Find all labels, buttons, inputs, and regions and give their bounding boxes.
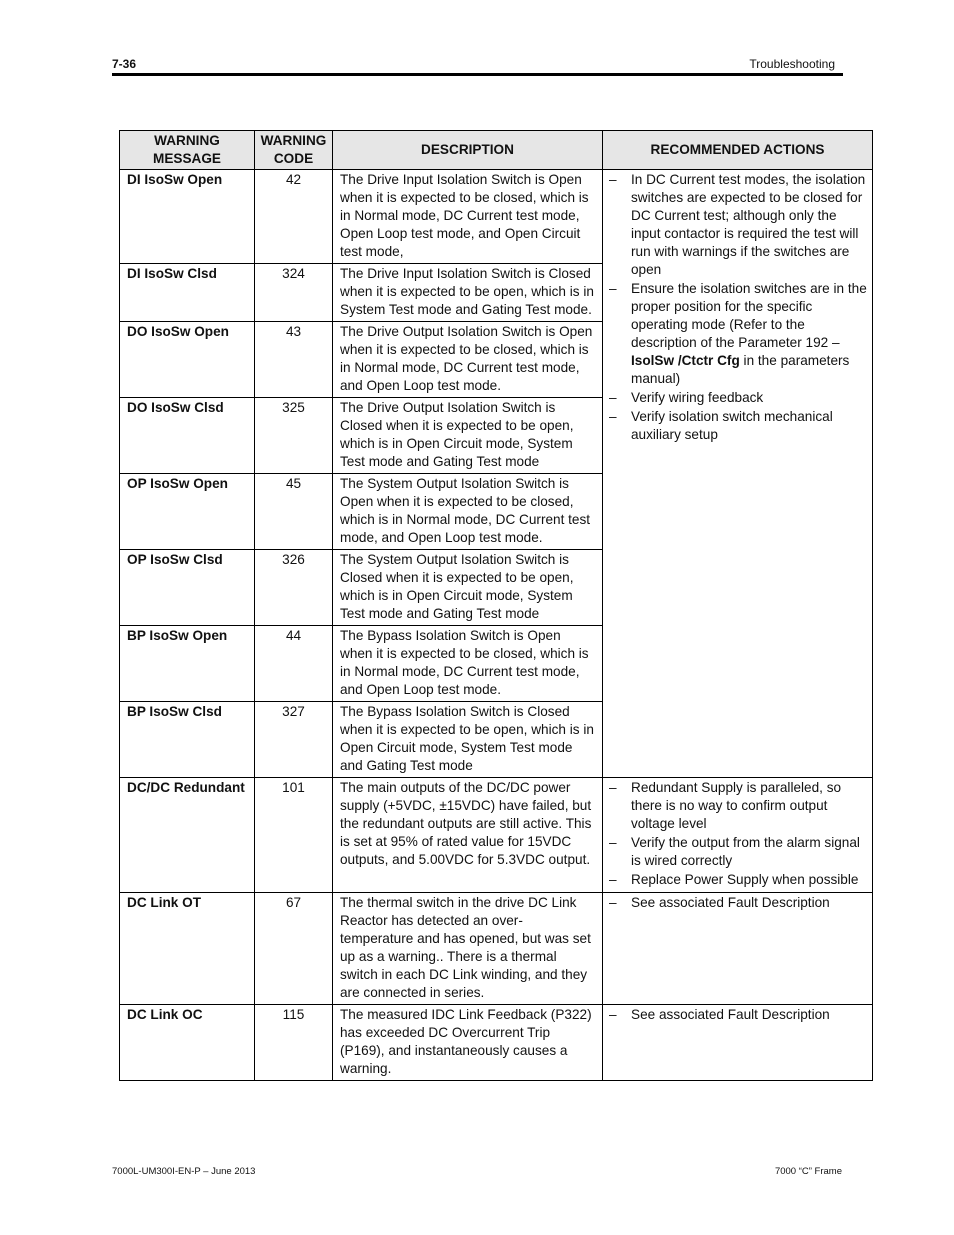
warning-code: 67 [255, 893, 333, 1005]
warning-message: BP IsoSw Open [120, 626, 255, 702]
warning-description: The System Output Isolation Switch is Closed when it is expected to be open, which is in Open Circuit mode, System Test mode and Gating Test mode [333, 550, 603, 626]
section-title: Troubleshooting [749, 57, 835, 71]
warning-message: DO IsoSw Clsd [120, 398, 255, 474]
warning-code: 42 [255, 170, 333, 264]
footer-product: 7000 “C” Frame [774, 1166, 842, 1177]
warning-code: 326 [255, 550, 333, 626]
warning-description: The Bypass Isolation Switch is Closed when it is expected to be open, which is in Open Circuit mode, System Test mode and Gating Test mode [333, 702, 603, 778]
list-item: – Replace Power Supply when possible [609, 872, 859, 887]
recommended-actions [603, 1005, 873, 1081]
recommended-actions [603, 893, 873, 1005]
warning-message: DC/DC Redundant [120, 778, 255, 893]
table-header-row [120, 131, 873, 170]
warning-message: BP IsoSw Clsd [120, 702, 255, 778]
warning-description: The main outputs of the DC/DC power supply (+5VDC, ±15VDC) have failed, but the redundant outputs are still active. This is set at 95% of rated value for 15VDC outputs, and 5.00VDC for 5.3VDC output. [333, 778, 603, 893]
warning-code: 324 [255, 264, 333, 322]
warning-code: 44 [255, 626, 333, 702]
actions-list [607, 1006, 868, 1024]
warning-description: The Drive Output Isolation Switch is Closed when it is expected to be open, which is in Open Circuit mode, System Test mode and Gating Test mode [333, 398, 603, 474]
warning-description: The Drive Input Isolation Switch is Open when it is expected to be closed, which is in Normal mode, DC Current test mode, Open Loop test mode, and Open Circuit test mode, [333, 170, 603, 264]
list-item: – See associated Fault Description [609, 1007, 830, 1022]
table-row [120, 170, 873, 264]
table-row [120, 778, 873, 893]
warning-message: DO IsoSw Open [120, 322, 255, 398]
warning-description: The Drive Input Isolation Switch is Closed when it is expected to be open, which is in System Test mode and Gating Test mode. [333, 264, 603, 322]
warning-description: The thermal switch in the drive DC Link Reactor has detected an over-temperature and has opened, but was set up as a warning.. There is a thermal switch in each DC Link winding, and they are connected in series. [333, 893, 603, 1005]
list-item: – In DC Current test modes, the isolation switches are expected to be closed for DC Current test; although only the input contactor is required the test will run with warnings if the switches are open [609, 172, 866, 277]
warning-code: 115 [255, 1005, 333, 1081]
recommended-actions [603, 778, 873, 893]
actions-list [607, 894, 868, 912]
warning-message: DC Link OT [120, 893, 255, 1005]
footer-doc-id: 7000L-UM300I-EN-P – June 2013 [112, 1166, 256, 1177]
warning-message: DI IsoSw Clsd [120, 264, 255, 322]
warning-message: OP IsoSw Open [120, 474, 255, 550]
list-item: – Verify isolation switch mechanical auxiliary setup [609, 409, 833, 442]
warning-description: The Drive Output Isolation Switch is Open when it is expected to be closed, which is in Normal mode, DC Current test mode, and Open Loop test mode. [333, 322, 603, 398]
warning-code: 101 [255, 778, 333, 893]
warning-message: DC Link OC [120, 1005, 255, 1081]
warning-message: OP IsoSw Clsd [120, 550, 255, 626]
col-header-actions: RECOMMENDED ACTIONS [603, 131, 873, 170]
list-item: – Ensure the isolation switches are in the proper position for the specific operating mode (Refer to the description of the Parameter 192 – IsolSw /Ctctr Cfg in the parameters manual) [609, 281, 867, 386]
list-item: – See associated Fault Description [609, 895, 830, 910]
actions-list [607, 779, 868, 889]
warning-code: 43 [255, 322, 333, 398]
recommended-actions [603, 170, 873, 778]
list-item: – Redundant Supply is paralleled, so there is no way to confirm output voltage level [609, 780, 842, 831]
warning-code: 327 [255, 702, 333, 778]
warning-description: The measured IDC Link Feedback (P322) has exceeded DC Overcurrent Trip (P169), and instantaneously causes a warning. [333, 1005, 603, 1081]
list-item: – Verify the output from the alarm signal is wired correctly [609, 835, 860, 868]
list-item: – Verify wiring feedback [609, 390, 764, 405]
table-row [120, 1005, 873, 1081]
warning-code: 325 [255, 398, 333, 474]
actions-list [607, 171, 868, 444]
warning-description: The System Output Isolation Switch is Open when it is expected to be closed, which is in Normal mode, DC Current test mode, and Open Loop test mode. [333, 474, 603, 550]
page-number: 7-36 [112, 57, 137, 71]
col-header-message: WARNING MESSAGE [120, 131, 255, 170]
warning-description: The Bypass Isolation Switch is Open when it is expected to be closed, which is in Normal mode, DC Current test mode, and Open Loop test mode. [333, 626, 603, 702]
col-header-description: DESCRIPTION [333, 131, 603, 170]
warning-message: DI IsoSw Open [120, 170, 255, 264]
col-header-code: WARNING CODE [255, 131, 333, 170]
warning-code: 45 [255, 474, 333, 550]
header-rule [112, 73, 843, 76]
warnings-table [119, 130, 873, 1081]
table-row [120, 893, 873, 1005]
